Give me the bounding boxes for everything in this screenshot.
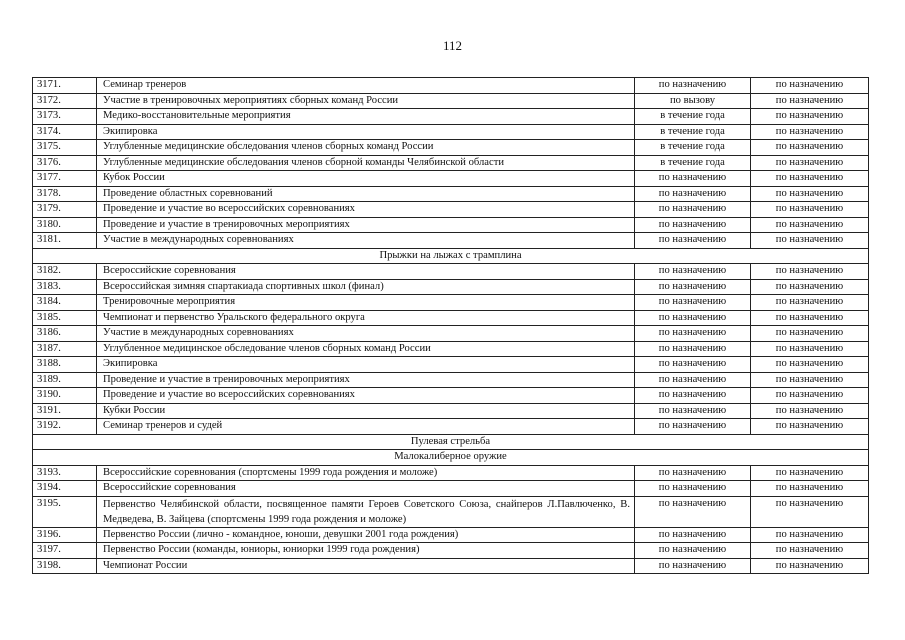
row-number: 3192. [33,419,97,435]
row-number: 3194. [33,481,97,497]
row-number: 3191. [33,403,97,419]
event-name: Кубки России [97,403,635,419]
row-number: 3173. [33,109,97,125]
row-number: 3179. [33,202,97,218]
table-row [33,295,869,311]
term-secondary: по назначению [751,109,869,125]
event-name: Проведение и участие в тренировочных мероприятиях [97,217,635,233]
row-number: 3177. [33,171,97,187]
section-header-row [33,450,869,466]
term-secondary: по назначению [751,186,869,202]
term-primary: по назначению [635,217,751,233]
term-primary: по назначению [635,233,751,249]
row-number: 3184. [33,295,97,311]
term-secondary: по назначению [751,171,869,187]
event-name: Проведение и участие во всероссийских соревнованиях [97,388,635,404]
table-row [33,357,869,373]
event-name: Кубок России [97,171,635,187]
term-secondary: по назначению [751,93,869,109]
term-secondary: по назначению [751,78,869,94]
event-name: Экипировка [97,124,635,140]
event-name: Углубленные медицинские обследования членов сборных команд России [97,140,635,156]
table-row [33,233,869,249]
table-row [33,481,869,497]
row-number: 3182. [33,264,97,280]
table-row [33,543,869,559]
event-name: Всероссийские соревнования [97,481,635,497]
table-row [33,78,869,94]
event-name: Семинар тренеров [97,78,635,94]
term-secondary: по назначению [751,310,869,326]
term-secondary: по назначению [751,403,869,419]
term-primary: по назначению [635,202,751,218]
row-number: 3187. [33,341,97,357]
event-name: Первенство России (лично - командное, юноши, девушки 2001 года рождения) [97,527,635,543]
table-row [33,217,869,233]
row-number: 3181. [33,233,97,249]
table-row [33,93,869,109]
event-name: Первенство Челябинской области, посвященное памяти Героев Советского Союза, снайперов Л.Павлюченко, В. Медведева, В. Зайцева (спортсмены 1999 года рождения и моложе) [97,496,635,527]
term-primary: по назначению [635,264,751,280]
row-number: 3186. [33,326,97,342]
row-number: 3188. [33,357,97,373]
term-primary: по назначению [635,543,751,559]
term-secondary: по назначению [751,341,869,357]
table-row [33,124,869,140]
section-title: Малокалиберное оружие [33,450,869,466]
event-name: Проведение и участие в тренировочных мероприятиях [97,372,635,388]
row-number: 3198. [33,558,97,574]
event-name: Проведение областных соревнований [97,186,635,202]
term-primary: в течение года [635,109,751,125]
table-row [33,496,869,527]
row-number: 3174. [33,124,97,140]
table-row [33,465,869,481]
section-title: Пулевая стрельба [33,434,869,450]
section-header-row [33,248,869,264]
table-row [33,140,869,156]
table-row [33,264,869,280]
row-number: 3176. [33,155,97,171]
row-number: 3172. [33,93,97,109]
term-primary: по назначению [635,465,751,481]
term-primary: по назначению [635,171,751,187]
term-primary: по назначению [635,419,751,435]
table-row [33,279,869,295]
row-number: 3185. [33,310,97,326]
table-row [33,527,869,543]
term-secondary: по назначению [751,295,869,311]
term-secondary: по назначению [751,481,869,497]
term-secondary: по назначению [751,527,869,543]
table-row [33,388,869,404]
row-number: 3171. [33,78,97,94]
term-primary: по назначению [635,341,751,357]
event-name: Семинар тренеров и судей [97,419,635,435]
event-name: Всероссийская зимняя спартакиада спортивных школ (финал) [97,279,635,295]
term-primary: по назначению [635,295,751,311]
row-number: 3175. [33,140,97,156]
table-row [33,186,869,202]
term-secondary: по назначению [751,124,869,140]
row-number: 3180. [33,217,97,233]
row-number: 3193. [33,465,97,481]
section-header-row [33,434,869,450]
table-row [33,558,869,574]
term-secondary: по назначению [751,388,869,404]
term-primary: в течение года [635,124,751,140]
term-secondary: по назначению [751,496,869,527]
term-primary: по назначению [635,279,751,295]
term-primary: по назначению [635,496,751,527]
term-primary: по назначению [635,326,751,342]
table-row [33,202,869,218]
term-primary: по назначению [635,403,751,419]
event-name: Участие в международных соревнованиях [97,326,635,342]
term-secondary: по назначению [751,202,869,218]
term-primary: по назначению [635,186,751,202]
table-row [33,171,869,187]
row-number: 3189. [33,372,97,388]
table-row [33,326,869,342]
term-secondary: по назначению [751,558,869,574]
row-number: 3196. [33,527,97,543]
event-name: Углубленное медицинское обследование членов сборных команд России [97,341,635,357]
section-title: Прыжки на лыжах с трамплина [33,248,869,264]
term-secondary: по назначению [751,233,869,249]
term-secondary: по назначению [751,543,869,559]
event-name: Участие в международных соревнованиях [97,233,635,249]
term-primary: по вызову [635,93,751,109]
page-number: 112 [442,38,463,53]
event-name: Всероссийские соревнования [97,264,635,280]
term-secondary: по назначению [751,279,869,295]
row-number: 3197. [33,543,97,559]
term-secondary: по назначению [751,217,869,233]
term-secondary: по назначению [751,465,869,481]
row-number: 3178. [33,186,97,202]
term-primary: по назначению [635,558,751,574]
event-name: Чемпионат и первенство Уральского федерального округа [97,310,635,326]
term-secondary: по назначению [751,326,869,342]
event-name: Тренировочные мероприятия [97,295,635,311]
term-primary: по назначению [635,527,751,543]
term-secondary: по назначению [751,140,869,156]
term-secondary: по назначению [751,372,869,388]
term-secondary: по назначению [751,357,869,373]
table-row [33,372,869,388]
term-primary: по назначению [635,310,751,326]
event-name: Чемпионат России [97,558,635,574]
table-row [33,155,869,171]
table-row [33,419,869,435]
row-number: 3195. [33,496,97,527]
events-table-body [33,78,869,574]
table-row [33,341,869,357]
term-primary: по назначению [635,481,751,497]
table-row [33,109,869,125]
term-primary: по назначению [635,372,751,388]
term-secondary: по назначению [751,419,869,435]
row-number: 3183. [33,279,97,295]
event-name: Экипировка [97,357,635,373]
term-primary: в течение года [635,155,751,171]
row-number: 3190. [33,388,97,404]
event-name: Медико-восстановительные мероприятия [97,109,635,125]
term-primary: по назначению [635,78,751,94]
events-table [32,77,869,574]
term-primary: в течение года [635,140,751,156]
event-name: Всероссийские соревнования (спортсмены 1999 года рождения и моложе) [97,465,635,481]
term-primary: по назначению [635,388,751,404]
event-name: Участие в тренировочных мероприятиях сборных команд России [97,93,635,109]
term-secondary: по назначению [751,264,869,280]
term-secondary: по назначению [751,155,869,171]
event-name: Первенство России (команды, юниоры, юниорки 1999 года рождения) [97,543,635,559]
term-primary: по назначению [635,357,751,373]
table-row [33,403,869,419]
event-name: Проведение и участие во всероссийских соревнованиях [97,202,635,218]
event-name: Углубленные медицинские обследования членов сборной команды Челябинской области [97,155,635,171]
table-row [33,310,869,326]
